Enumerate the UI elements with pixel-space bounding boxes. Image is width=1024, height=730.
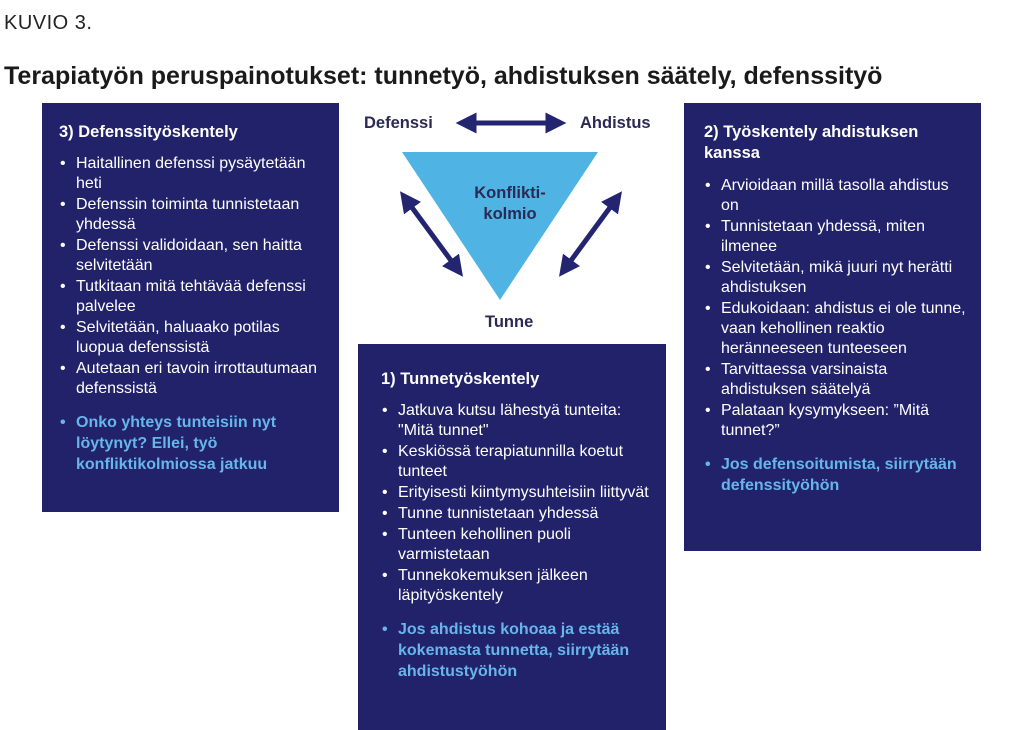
list-item: • Tunnekokemuksen jälkeen läpityöskentely — [398, 566, 650, 606]
triangle-shape — [402, 152, 598, 300]
list-item: • Autetaan eri tavoin irrottautumaan defenssistä — [76, 359, 321, 399]
list-item: • Defenssi validoidaan, sen haitta selvitetään — [76, 236, 321, 276]
defense-work-heading: 3) Defenssityöskentely — [59, 123, 238, 141]
list-item: • Tunne tunnistetaan yhdessä — [398, 504, 650, 524]
list-item: • Selvitetään, mikä juuri nyt herätti ahdistuksen — [721, 258, 967, 298]
list-item: • Keskiössä terapiatunnilla koetut tunteet — [398, 442, 650, 482]
triangle-label-line1: Konflikti- — [474, 184, 546, 202]
list-item: • Haitallinen defenssi pysäytetään heti — [76, 154, 321, 194]
list-item: • Tunteen kehollinen puoli varmistetaan — [398, 525, 650, 565]
feeling-node-label: Tunne — [485, 313, 534, 331]
anxiety-work-list — [704, 176, 967, 441]
triangle-label-line2: kolmio — [483, 205, 537, 223]
list-item: • Tunnistetaan yhdessä, miten ilmenee — [721, 217, 967, 257]
defense-work-note: • Onko yhteys tunteisiin nyt löytynyt? Ellei, työ konfliktikolmiossa jatkuu — [59, 412, 321, 475]
defense-node-label: Defenssi — [364, 114, 433, 132]
figure-label: KUVIO 3. — [4, 12, 93, 34]
list-item: • Tutkitaan mitä tehtävää defenssi palvelee — [76, 277, 321, 317]
list-item: • Selvitetään, haluaako potilas luopua defenssistä — [76, 318, 321, 358]
anxiety-feeling-arrow — [564, 198, 617, 270]
emotion-work-list — [381, 401, 650, 606]
emotion-work-heading: 1) Tunnetyöskentely — [381, 370, 540, 388]
list-item: • Palataan kysymykseen: ”Mitä tunnet?” — [721, 401, 967, 441]
emotion-work-box — [358, 344, 666, 730]
conflict-triangle-diagram — [340, 100, 684, 345]
defense-work-list — [59, 154, 321, 399]
list-item: • Erityisesti kiintymysuhteisiin liittyvät — [398, 483, 650, 503]
figure-title: Terapiatyön peruspainotukset: tunnetyö, ahdistuksen säätely, defenssityö — [4, 62, 883, 90]
anxiety-node-label: Ahdistus — [580, 114, 651, 132]
anxiety-work-heading: 2) Työskentely ahdistuksen kanssa — [704, 123, 919, 162]
list-item: • Tarvittaessa varsinaista ahdistuksen säätelyä — [721, 360, 967, 400]
anxiety-work-note: • Jos defensoitumista, siirrytään defenssityöhön — [704, 454, 967, 496]
list-item: • Arvioidaan millä tasolla ahdistus on — [721, 176, 967, 216]
list-item: • Edukoidaan: ahdistus ei ole tunne, vaan kehollinen reaktio heränneeseen tunteeseen — [721, 299, 967, 359]
anxiety-work-box — [684, 103, 981, 551]
defense-work-box — [42, 103, 339, 512]
emotion-work-note: • Jos ahdistus kohoaa ja estää kokemasta tunnetta, siirrytään ahdistustyöhön — [381, 619, 650, 682]
list-item: • Jatkuva kutsu lähestyä tunteita: "Mitä tunnet" — [398, 401, 650, 441]
list-item: • Defenssin toiminta tunnistetaan yhdessä — [76, 195, 321, 235]
